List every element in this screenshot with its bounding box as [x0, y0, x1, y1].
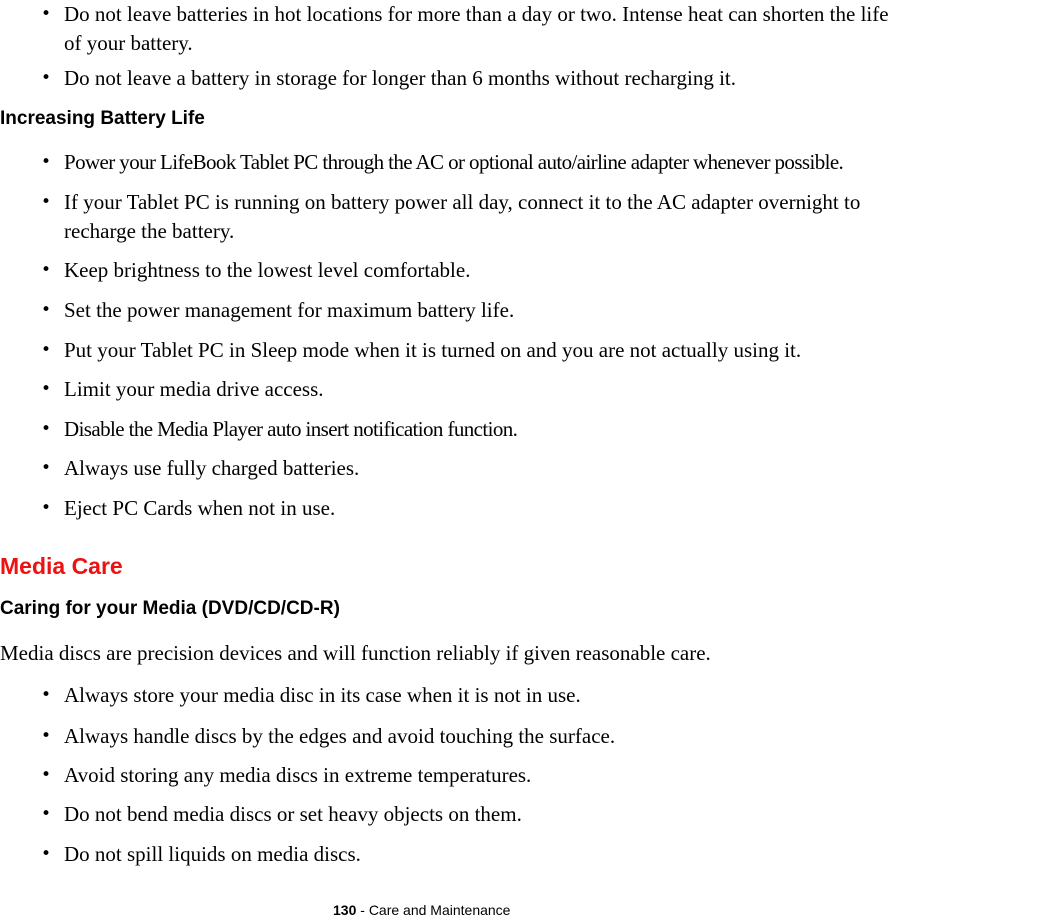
bullet-icon: • — [40, 726, 52, 746]
bullet-icon: • — [40, 458, 52, 478]
list-item-text: Eject PC Cards when not in use. — [64, 496, 336, 520]
bullet-icon: • — [40, 300, 52, 320]
bullet-icon: • — [40, 498, 52, 518]
list-item-text: Do not spill liquids on media discs. — [64, 842, 361, 866]
list-item-text: Limit your media drive access. — [64, 377, 324, 401]
paragraph-intro: Media discs are precision devices and will function reliably if given reasonable care. — [0, 641, 711, 665]
list-item-text: Do not leave a battery in storage for longer than 6 months without recharging it. — [64, 66, 737, 90]
bullet-icon: • — [40, 765, 52, 785]
bullet-icon: • — [40, 685, 52, 705]
list-item-text: Keep brightness to the lowest level comfortable. — [64, 258, 471, 282]
list-item-text: Power your LifeBook Tablet PC through the AC or optional auto/airline adapter whenever possible. — [64, 150, 844, 174]
list-item-text: recharge the battery. — [64, 219, 235, 243]
list-item-text: If your Tablet PC is running on battery power all day, connect it to the AC adapter overnight to — [64, 190, 861, 214]
list-item-text: Always use fully charged batteries. — [64, 456, 360, 480]
bullet-icon: • — [40, 419, 52, 439]
section-heading-increasing-battery-life: Increasing Battery Life — [0, 108, 205, 129]
bullet-icon: • — [40, 804, 52, 824]
section-title-media-care: Media Care — [0, 553, 123, 579]
footer-separator: - — [356, 902, 369, 918]
list-item-text: Always handle discs by the edges and avoid touching the surface. — [64, 724, 616, 748]
bullet-icon: • — [40, 379, 52, 399]
page-footer — [333, 902, 510, 919]
bullet-icon: • — [40, 152, 52, 172]
list-item-text: Do not leave batteries in hot locations for more than a day or two. Intense heat can shorten the life — [64, 2, 889, 26]
bullet-icon: • — [40, 844, 52, 864]
bullet-icon: • — [40, 260, 52, 280]
list-item-text: Disable the Media Player auto insert notification function. — [64, 417, 518, 441]
bullet-icon: • — [40, 340, 52, 360]
list-item-text: of your battery. — [64, 31, 193, 55]
list-item-text: Always store your media disc in its case when it is not in use. — [64, 683, 581, 707]
section-heading-caring-for-media: Caring for your Media (DVD/CD/CD-R) — [0, 598, 340, 619]
list-item-text: Set the power management for maximum battery life. — [64, 298, 515, 322]
list-item-text: Avoid storing any media discs in extreme temperatures. — [64, 763, 532, 787]
bullet-icon: • — [40, 192, 52, 212]
page-number: 130 — [333, 902, 357, 918]
bullet-icon: • — [40, 68, 52, 88]
footer-section-name: Care and Maintenance — [368, 902, 511, 918]
list-item-text: Put your Tablet PC in Sleep mode when it is turned on and you are not actually using it. — [64, 338, 802, 362]
list-item-text: Do not bend media discs or set heavy objects on them. — [64, 802, 522, 826]
bullet-icon: • — [40, 4, 52, 24]
